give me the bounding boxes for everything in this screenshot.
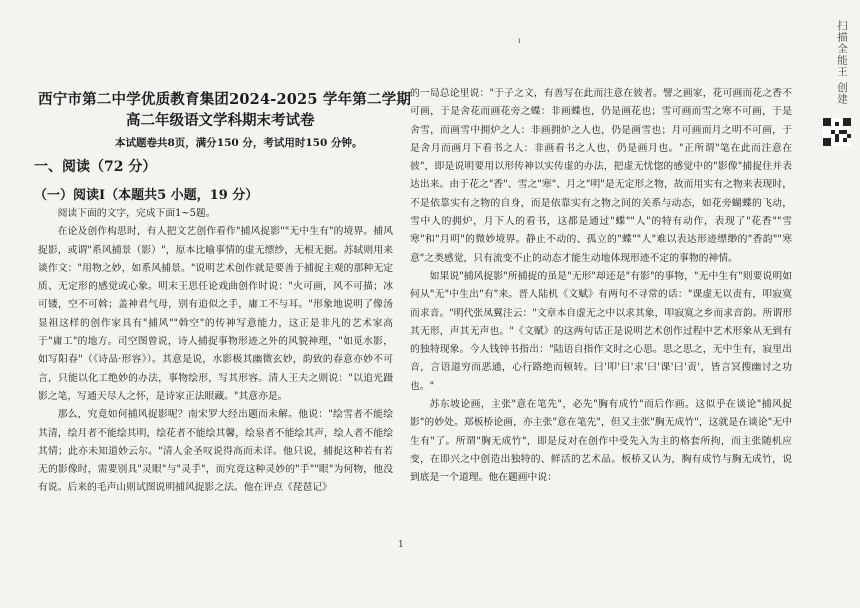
body-paragraph: 在论及创作构思时，有人把文艺创作看作"捕风捉影""无中生有"的境界。捕风捉影，或谓"系风捕景（影）"，原本比喻事情的虚无缥纱，无根无据。苏轼则用来谈作文："用物之妙，如系风捕景。"说明艺术创作就是要善于捕捉主观的那种无定质、无定形的感觉或心象。明末王思任论戏曲创作时说："火可画，风不可描；冰可镂，空不可斡；盖神君气母，别有追似之手，庸工不与耳。"形象地说明了像汤显祖这样的创作家具有"捕风""斡空"的传神写意能力，这正是非凡的艺术家高于"庸工"的地方。司空图曾说，诗人捕捉事物形迹之外的风貌神理，"如觅水影，如写阳春"（《诗品·形容》）。其意是说，水影极其幽微玄妙，韵致的春意亦妙不可言，只能以化工绝妙的办法，事物绘形，写其形容。清人王夫之则说："以追光蹑影之笔，写通天尽人之怀，是诗家正法眼藏。"其意亦是。 bbox=[38, 226, 393, 402]
body-paragraph: 如果说"捕风捉影"所捕捉的虽是"无形"却还是"有影"的事物，"无中生有"则要说明如何从"无"中生出"有"来。晋人陆机《文赋》有两句不寻常的话："课虚无以责有，叩寂寞而求音。"明代张凤翼注云："文章本自虚无之中以求其象，叩寂寞之乡而求音韵。所谓形其无形，声其无声也。"《文赋》的这两句话正是说明艺术创作过程中艺术形象从无到有的独特现象。今人钱钟书指出："陆语自指作文时之心思。思之思之，无中生有，寂里出音，言语道穷而恶通，心行路绝而顿转。曰'叩'曰'求'曰'课'曰'责'，皆言冥搜幽讨之功也。" bbox=[410, 270, 792, 392]
body-paragraph: 苏东坡论画，主张"意在笔先"，必先"胸有成竹"而后作画。这似乎在谈论"捕风捉影"的妙处。郑板桥论画，亦主张"意在笔先"，但又主张"胸无成竹"，这就是在谈论"无中生有"了。所谓"胸无成竹"，即是反对在创作中受先入为主的格套所拘，而主张随机应变，在即兴之中创造出独特的、鲜活的艺术品。板桥又认为，胸有成竹与胸无成竹，说到底是一个道理。他在题画中说： bbox=[410, 399, 792, 484]
body-paragraph: 的一局总论里说："于子之文，有善写在此而注意在彼者。譬之画家，花可画而花之香不可画，于是舍花而画花旁之蝶：非画蝶也，仍是画花也；雪可画而雪之寒不可画，于是舍雪，而画雪中拥炉之人：非画拥炉之人也，仍是画雪也；月可画而月之明不可画，于是舍月而画月下看书之人：非画看书之人也，仍是画月也。"正所谓"笔在此而注意在彼"，即是说明要用以形传神以实传虚的办法，把虚无忧惚的感觉中的"影像"捕捉住并表达出来。由于花之"香"、雪之"寒"、月之"明"是无定形之物，故而用实有之物来表现时，不是依靠实有之物的自身，而是依靠实有之物之间的关系与动态，如花旁蝴蝶的飞动，雪中人的拥炉，月下人的看书，这都是通过"蝶""人"的特有动作，表现了"花香""雪寒"和"月明"的微妙境界。静止不动的、孤立的"蝶""人"难以表达形迹缥缈的"香韵""寒意"之类感觉，只有流变不止的动态才能生动地体现形迹不定的事物的神情。 bbox=[410, 88, 792, 264]
left-text-column bbox=[38, 205, 393, 498]
qr-code-icon bbox=[823, 118, 851, 146]
subsection-heading-reading-1: （一）阅读Ⅰ（本题共5 小题，19 分） bbox=[34, 188, 259, 203]
scan-mark: ı bbox=[518, 36, 521, 45]
exam-title-line2: 高二年级语文学科期末考试卷 bbox=[126, 112, 315, 129]
instruction-paragraph: 阅读下面的文字，完成下面1~5题。 bbox=[57, 208, 216, 219]
page-number: 1 bbox=[398, 540, 404, 550]
right-text-column bbox=[410, 85, 792, 488]
score-note: 本试题卷共8页，满分150 分，考试用时150 分钟。 bbox=[115, 137, 363, 149]
body-paragraph: 那么，究竟如何捕风捉影呢？南宋罗大经出题而未解。他说："绘雪者不能绘其清，绘月者不能绘其明，绘花者不能绘其馨，绘泉者不能绘其声，绘人者不能绘其情；此亦未知道妙云尔。"清人金圣叹说得高而未详。他只说，捕捉这种若有若无的影像时，需要别具"灵眼"与"灵手"，而究竟这种灵妙的"手""眼"为何物，他没有说。后来的毛声山则试图说明捕风捉影之法。他在评点《琵琶记》 bbox=[38, 409, 393, 494]
scanner-brand-watermark: 扫描全能王 创建 bbox=[836, 20, 848, 105]
exam-title-line1: 西宁市第二中学优质教育集团2024-2025 学年第二学期 bbox=[38, 91, 412, 108]
section-heading-reading: 一、阅读（72 分） bbox=[34, 159, 157, 175]
